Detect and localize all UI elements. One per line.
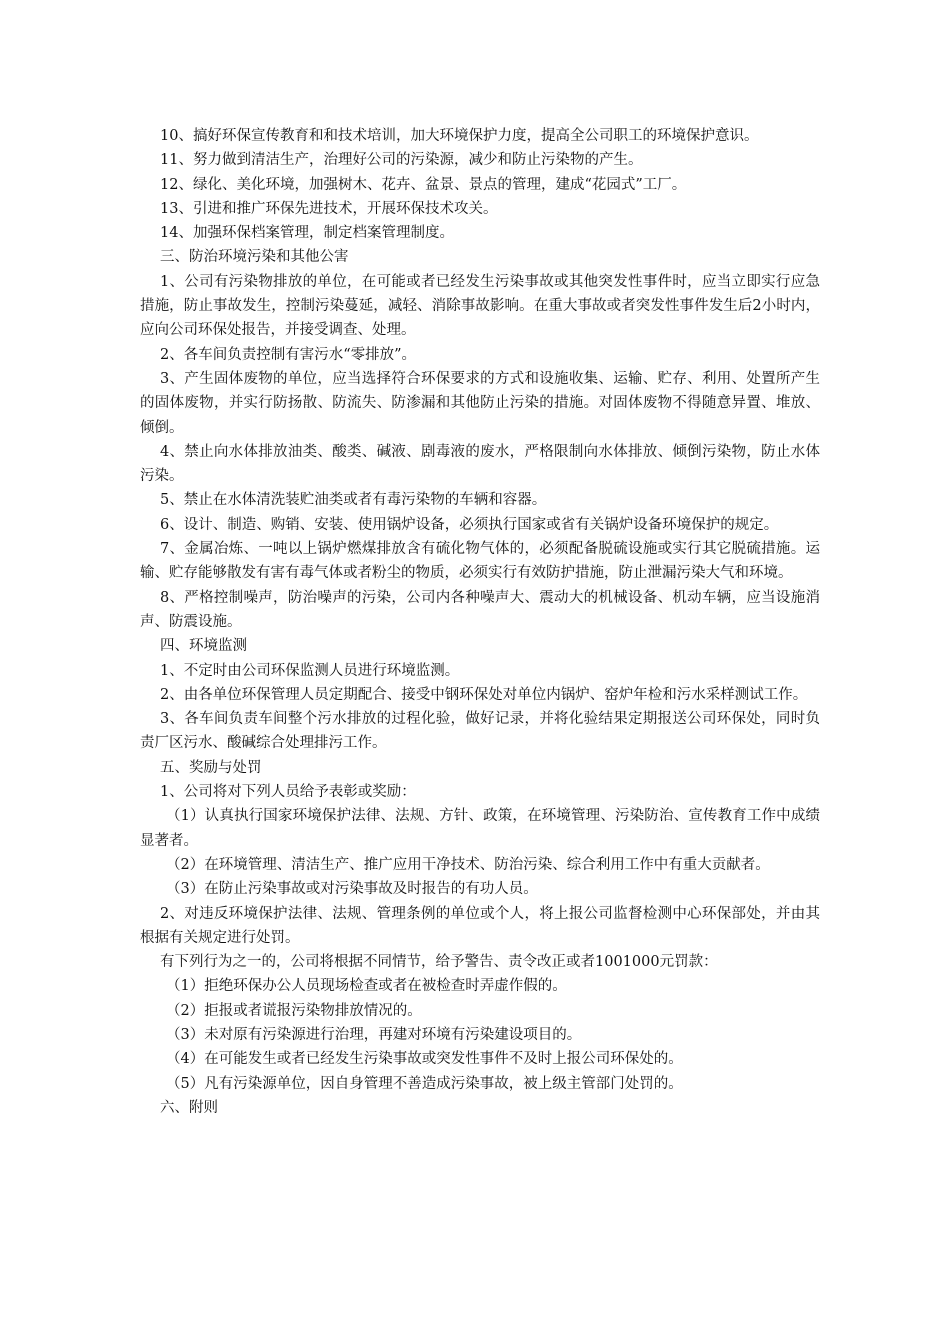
paragraph: 10、搞好环保宣传教育和和技术培训，加大环境保护力度，提高全公司职工的环境保护意识。 bbox=[160, 128, 759, 144]
paragraph: 8、严格控制噪声，防治噪声的污染，公司内各种噪声大、震动大的机械设备、机动车辆，应当设施消声、防震设施。 bbox=[140, 589, 820, 630]
paragraph: 三、防治环境污染和其他公害 bbox=[160, 249, 349, 266]
paragraph: （4）在可能发生或者已经发生污染事故或突发性事件不及时上报公司环保处的。 bbox=[166, 1051, 683, 1068]
paragraph: 6、设计、制造、购销、安装、使用锅炉设备，必须执行国家或省有关锅炉设备环境保护的规定。 bbox=[160, 516, 779, 533]
paragraph: 四、环境监测 bbox=[160, 638, 247, 655]
paragraph: （2）拒报或者谎报污染物排放情况的。 bbox=[166, 1002, 422, 1019]
paragraph: 五、奖励与处罚 bbox=[160, 759, 262, 776]
paragraph: （3）在防止污染事故或对污染事故及时报告的有功人员。 bbox=[166, 881, 538, 898]
paragraph: 有下列行为之一的，公司将根据不同情节，给予警告、责令改正或者1001000元罚款： bbox=[160, 954, 718, 971]
document-body bbox=[140, 124, 820, 1120]
paragraph: 1、不定时由公司环保监测人员进行环境监测。 bbox=[160, 662, 460, 679]
paragraph: 六、附则 bbox=[160, 1099, 218, 1116]
paragraph: 1、公司将对下列人员给予表彰或奖励： bbox=[160, 784, 416, 801]
paragraph: 2、各车间负责控制有害污水“零排放”。 bbox=[160, 346, 417, 363]
paragraph: 3、各车间负责车间整个污水排放的过程化验，做好记录，并将化验结果定期报送公司环保处，同时负责厂区污水、酸碱综合处理排污工作。 bbox=[140, 711, 820, 752]
paragraph: （1）拒绝环保办公人员现场检查或者在被检查时弄虚作假的。 bbox=[166, 978, 567, 995]
paragraph: 4、禁止向水体排放油类、酸类、碱液、剧毒液的废水，严格限制向水体排放、倾倒污染物，防止水体污染。 bbox=[140, 443, 820, 485]
paragraph: （1）认真执行国家环境保护法律、法规、方针、政策，在环境管理、污染防治、宣传教育工作中成绩显著者。 bbox=[140, 808, 820, 849]
paragraph: （3）未对原有污染源进行治理，再建对环境有污染建设项目的。 bbox=[166, 1026, 582, 1043]
paragraph: 2、由各单位环保管理人员定期配合、接受中钢环保处对单位内锅炉、窑炉年检和污水采样测试工作。 bbox=[160, 686, 808, 703]
paragraph: 11、努力做到清洁生产，治理好公司的污染源，减少和防止污染物的产生。 bbox=[160, 152, 643, 169]
paragraph: 12、绿化、美化环境，加强树木、花卉、盆景、景点的管理，建成“花园式”工厂。 bbox=[160, 176, 687, 193]
paragraph: （2）在环境管理、清洁生产、推广应用干净技术、防治污染、综合利用工作中有重大贡献者。 bbox=[166, 856, 770, 873]
paragraph: 13、引进和推广环保先进技术，开展环保技术攻关。 bbox=[160, 200, 498, 217]
paragraph: 1、公司有污染物排放的单位，在可能或者已经发生污染事故或其他突发性事件时，应当立即实行应急措施，防止事故发生，控制污染蔓延，减轻、消除事故影响。在重大事故或者突发性事件发生后2小时内，应向公司环保处报告，并接受调查、处理。 bbox=[140, 273, 820, 339]
paragraph: 3、产生固体废物的单位，应当选择符合环保要求的方式和设施收集、运输、贮存、利用、处置所产生的固体废物，并实行防扬散、防流失、防渗漏和其他防止污染的措施。对固体废物不得随意异置、堆放、倾倒。 bbox=[140, 370, 820, 436]
paragraph: 7、金属冶炼、一吨以上锅炉燃煤排放含有硫化物气体的，必须配备脱硫设施或实行其它脱硫措施。运输、贮存能够散发有害有毒气体或者粉尘的物质，必须实行有效防护措施，防止泄漏污染大气和环境。 bbox=[140, 541, 820, 582]
paragraph: （5）凡有污染源单位，因自身管理不善造成污染事故，被上级主管部门处罚的。 bbox=[166, 1075, 683, 1092]
paragraph: 2、对违反环境保护法律、法规、管理条例的单位或个人，将上报公司监督检测中心环保部处，并由其根据有关规定进行处罚。 bbox=[140, 905, 820, 946]
paragraph: 5、禁止在水体清洗装贮油类或者有毒污染物的车辆和容器。 bbox=[160, 492, 547, 509]
paragraph: 14、加强环保档案管理，制定档案管理制度。 bbox=[160, 225, 454, 242]
